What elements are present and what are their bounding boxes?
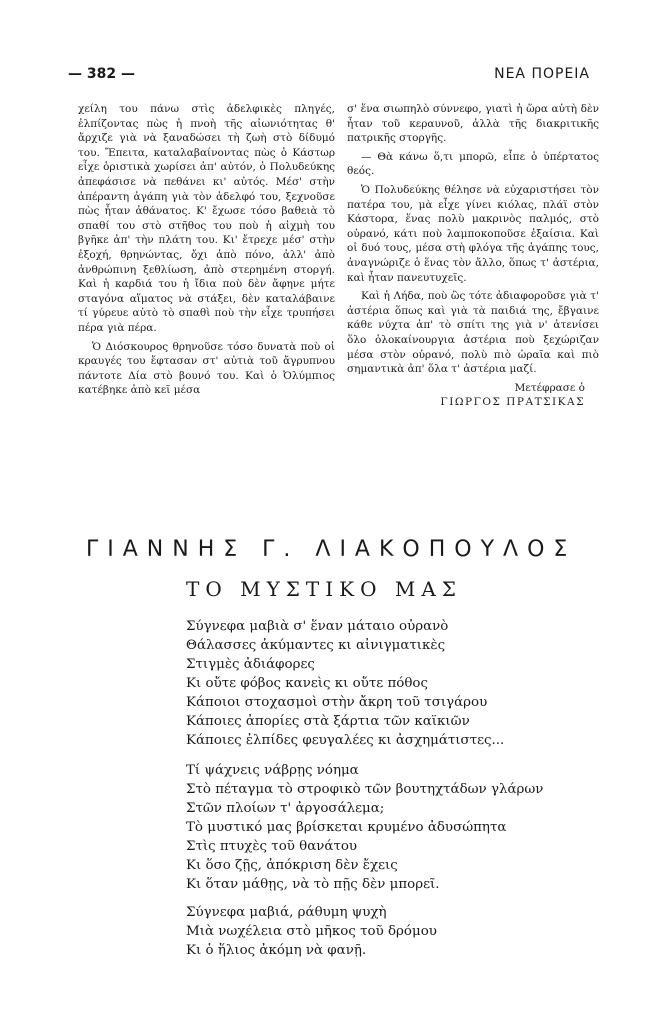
translator-name: ΓΙΩΡΓΟΣ ΠΡΑΤΣΙΚΑΣ — [440, 396, 585, 409]
poem-line: Μιὰ νωχέλεια στὸ μῆκος τοῦ δρόμου — [186, 924, 437, 939]
left-column — [78, 102, 335, 398]
poem-title: ΤΟ ΜΥΣΤΙΚΟ ΜΑΣ — [186, 577, 462, 601]
translator-label: Μετέφρασε ὁ — [514, 381, 585, 394]
right-paragraph-2: — Θὰ κάνω ὅ,τι μπορῶ, εἶπε ὁ ὑπέρτατος θεός. — [347, 150, 599, 178]
stanza-2 — [186, 761, 543, 894]
poem-line: Σύγνεφα μαβιά, ράθυμη ψυχὴ — [186, 905, 387, 920]
left-paragraph-1: χείλη του πάνω στὶς ἀδελφικὲς πληγές, ἐλπίζοντας πὼς ἡ πνοὴ τῆς αἰωνιότητας θ' ἄρχιζε γιὰ νὰ ξαναδώσει τὴ ζωὴ στὸ δίδυμό του. Ἔπειτα, καταλαβαίνοντας πὼς ὁ Κάστωρ εἶχε ὁριστικὰ χωρίσει ἀπ' αὐτόν, ὁ Πολυδεύκης ἀπεφάσισε νὰ πεθάνει κι' αὐτός. Μέσ' στὴν ἀπέραντη ἀγάπη γιὰ τὸν ἀδελφό του, ξεχνοῦσε πὼς ἦταν ἀθάνατος. Κ' ἔχωσε τόσο βαθειὰ τὸ σπαθί του στὸ στῆθος του ποὺ ἡ αἰχμὴ του βγῆκε ἀπ' τὴν πλάτη του. Κι' ἔτρεχε μέσ' στὴν ἐξοχή, θρηνώντας, ὄχι ἀπὸ πόνο, ἀλλ' ἀπὸ ἀνθρώπινη ξεθλίωση, ἀπὸ στερημένη στοργή. Καὶ ἡ καρδιά του ἡ ἴδια ποὺ δὲν ἄφηνε μήτε σταγόνα αἵματος νὰ στάξει, δὲν καταλάβαινε τί γύρευε αὐτὸ τὸ σπαθὶ ποὺ τὴν εἶχε τρυπήσει πέρα γιὰ πέρα. — [78, 103, 335, 334]
poem-line: Στὸ πέταγμα τὸ στροφικὸ τῶν βουτηχτάδων γλάρων — [186, 782, 544, 797]
poem-line: Κι ὅσο ζῇς, ἀπόκριση δὲν ἔχεις — [186, 858, 398, 873]
stanza-3 — [186, 903, 437, 960]
right-paragraph-1: σ' ἕνα σιωπηλὸ σύννεφο, γιατὶ ἡ ὥρα αὐτὴ δὲν ἦταν τοῦ κεραυνοῦ, ἀλλὰ τῆς διακριτικῆς πατρικῆς στοργῆς. — [347, 103, 599, 145]
stanza-1 — [186, 617, 504, 750]
poem-line: Τί ψάχνεις νάβρῃς νόημα — [186, 763, 359, 778]
translator-credit — [347, 381, 599, 410]
poem-line: Στῶν πλοίων τ' ἀργοσάλεμα; — [186, 801, 385, 816]
journal-title: ΝΕΑ ΠΟΡΕΙΑ — [494, 66, 590, 82]
right-column — [347, 102, 599, 410]
poem-line: Στιγμὲς ἀδιάφορες — [186, 657, 315, 672]
left-paragraph-2: Ὁ Διόσκουρος θρηνοῦσε τόσο δυνατὰ ποὺ οἱ κραυγές του ἔφτασαν στ' αὐτιὰ τοῦ ἄγρυπνου πάντοτε Δία στὸ βουνό του. Καὶ ὁ Ὀλύμπιος κατέβηκε ἀπὸ κεῖ μέσα — [78, 340, 335, 397]
poem-line: Θάλασσες ἀκύμαντες κι αἰνιγματικὲς — [186, 638, 446, 653]
poem-line: Κάποιες ἀπορίες στὰ ξάρτια τῶν καϊκιῶν — [186, 714, 470, 729]
right-paragraph-3: Ὁ Πολυδεύκης θέλησε νὰ εὐχαριστήσει τὸν πατέρα του, μὰ εἶχε γίνει κιόλας, πλάϊ στὸν Κάστορα, ἕνας πολὺ μακρινὸς παλμός, στὸ οὐρανό, κάτι ποὺ λαμποκοποῦσε ἐξαίσια. Καὶ οἱ δυό τους, μέσα στὴ φλόγα τῆς ἀγάπης τους, ἀναγνώριζε ὁ ἕνας τὸν ἄλλο, ὅπως τ' ἀστέρια, καὶ ἦταν πανευτυχεῖς. — [347, 183, 599, 284]
poem-line: Κι ὁ ἥλιος ἀκόμη νὰ φανῇ. — [186, 943, 367, 958]
poem-line: Κάποιες ἐλπίδες φευγαλέες κι ἀσχημάτιστες... — [186, 733, 505, 748]
poem-line: Κι οὔτε φόβος κανεὶς κι οὔτε πόθος — [186, 676, 428, 691]
page-number: — 382 — — [68, 66, 135, 82]
poem-line: Κι ὅταν μάθῃς, νὰ τὸ πῇς δὲν μπορεῖ. — [186, 877, 440, 892]
page-header — [68, 66, 590, 88]
poem-line: Σύγνεφα μαβιὰ σ' ἕναν μάταιο οὐρανὸ — [186, 619, 449, 634]
poem-line: Τὸ μυστικό μας βρίσκεται κρυμένο ἀδυσώπητα — [186, 820, 507, 835]
right-paragraph-4: Καὶ ἡ Λήδα, ποὺ ὣς τότε ἀδιαφοροῦσε γιὰ τ' ἀστέρια ὅπως καὶ γιὰ τὰ παιδιά της, ἔβγαινε κάθε νύχτα ἀπ' τὸ σπίτι της γιὰ ν' ἀτενίσει ὅλο ὁλοκαίνουργια ἀστέρια ποὺ ξεχώριζαν μέσα στὸν οὐρανό, πολὺ πιὸ ὡραῖα καὶ πιὸ σημαντικὰ ἀπ' ὅλα τ' ἀστέρια μαζί. — [347, 290, 599, 376]
poem-line: Κάποιοι στοχασμοὶ στὴν ἄκρη τοῦ τσιγάρου — [186, 695, 488, 710]
poem-line: Στὶς πτυχὲς τοῦ θανάτου — [186, 839, 358, 854]
poem-author: ΓΙΑΝΝΗΣ Γ. ΛΙΑΚΟΠΟΥΛΟΣ — [86, 537, 577, 562]
